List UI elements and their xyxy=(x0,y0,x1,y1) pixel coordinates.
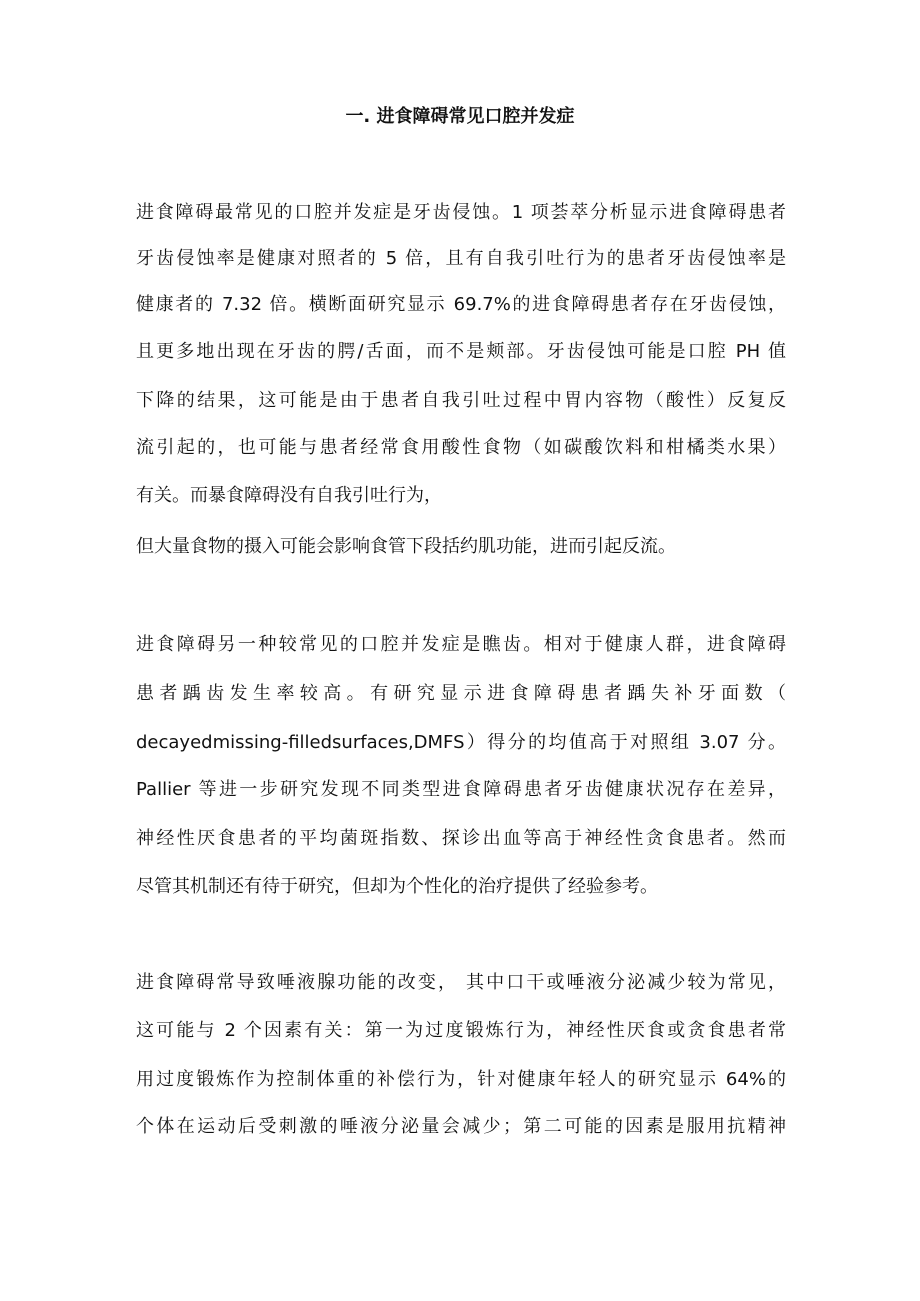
paragraph-3-line-4: 个体在运动后受刺激的唾液分泌量会减少；第二可能的因素是服用抗精神 xyxy=(136,1116,786,1137)
paragraph-2-line-1: 进食障碍另一种较常见的口腔并发症是瞧齿。相对于健康人群，进食障碍 xyxy=(136,634,786,655)
paragraph-2-line-3: decayedmissing-filledsurfaces,DMFS）得分的均值高于对照组 3.07 分。 xyxy=(136,732,786,753)
paragraph-3-line-2: 这可能与 2 个因素有关：第一为过度锻炼行为，神经性厌食或贪食患者常 xyxy=(136,1020,786,1041)
paragraph-2-line-5: 神经性厌食患者的平均菌斑指数、探诊出血等高于神经性贪食患者。然而 xyxy=(136,828,786,849)
paragraph-2-line-6: 尽管其机制还有待于研究，但却为个性化的治疗提供了经验参考。 xyxy=(136,876,658,897)
paragraph-2-line-2: 患者踽齿发生率较高。有研究显示进食障碍患者踽失补牙面数（ xyxy=(136,683,786,704)
paragraph-1-line-7: 有关。而暴食障碍没有自我引吐行为， xyxy=(136,485,442,506)
paragraph-1-line-2: 牙齿侵蚀率是健康对照者的 5 倍，且有自我引吐行为的患者牙齿侵蚀率是 xyxy=(136,248,786,269)
paragraph-1-line-6: 流引起的，也可能与患者经常食用酸性食物（如碳酸饮料和柑橘类水果） xyxy=(136,437,786,458)
paragraph-2-line-4: Pallier 等进一步研究发现不同类型进食障碍患者牙齿健康状况存在差异， xyxy=(136,779,786,800)
paragraph-1-line-4: 且更多地出现在牙齿的腭/舌面，而不是颊部。牙齿侵蚀可能是口腔 PH 值 xyxy=(136,341,786,362)
paragraph-3-line-3: 用过度锻炼作为控制体重的补偿行为，针对健康年轻人的研究显示 64%的 xyxy=(136,1069,786,1090)
paragraph-1-line-3: 健康者的 7.32 倍。横断面研究显示 69.7%的进食障碍患者存在牙齿侵蚀， xyxy=(136,294,786,315)
paragraph-1-line-5: 下降的结果，这可能是由于患者自我引吐过程中胃内容物（酸性）反复反 xyxy=(136,390,786,411)
section-title: 一. 进食障碍常见口腔并发症 xyxy=(345,106,575,127)
paragraph-1-line-1: 进食障碍最常见的口腔并发症是牙齿侵蚀。1 项荟萃分析显示进食障碍患者 xyxy=(136,202,786,223)
paragraph-3-line-1: 进食障碍常导致唾液腺功能的改变， 其中口干或唾液分泌减少较为常见， xyxy=(136,972,786,993)
paragraph-1-line-8: 但大量食物的摄入可能会影响食管下段括约肌功能，进而引起反流。 xyxy=(136,536,676,557)
